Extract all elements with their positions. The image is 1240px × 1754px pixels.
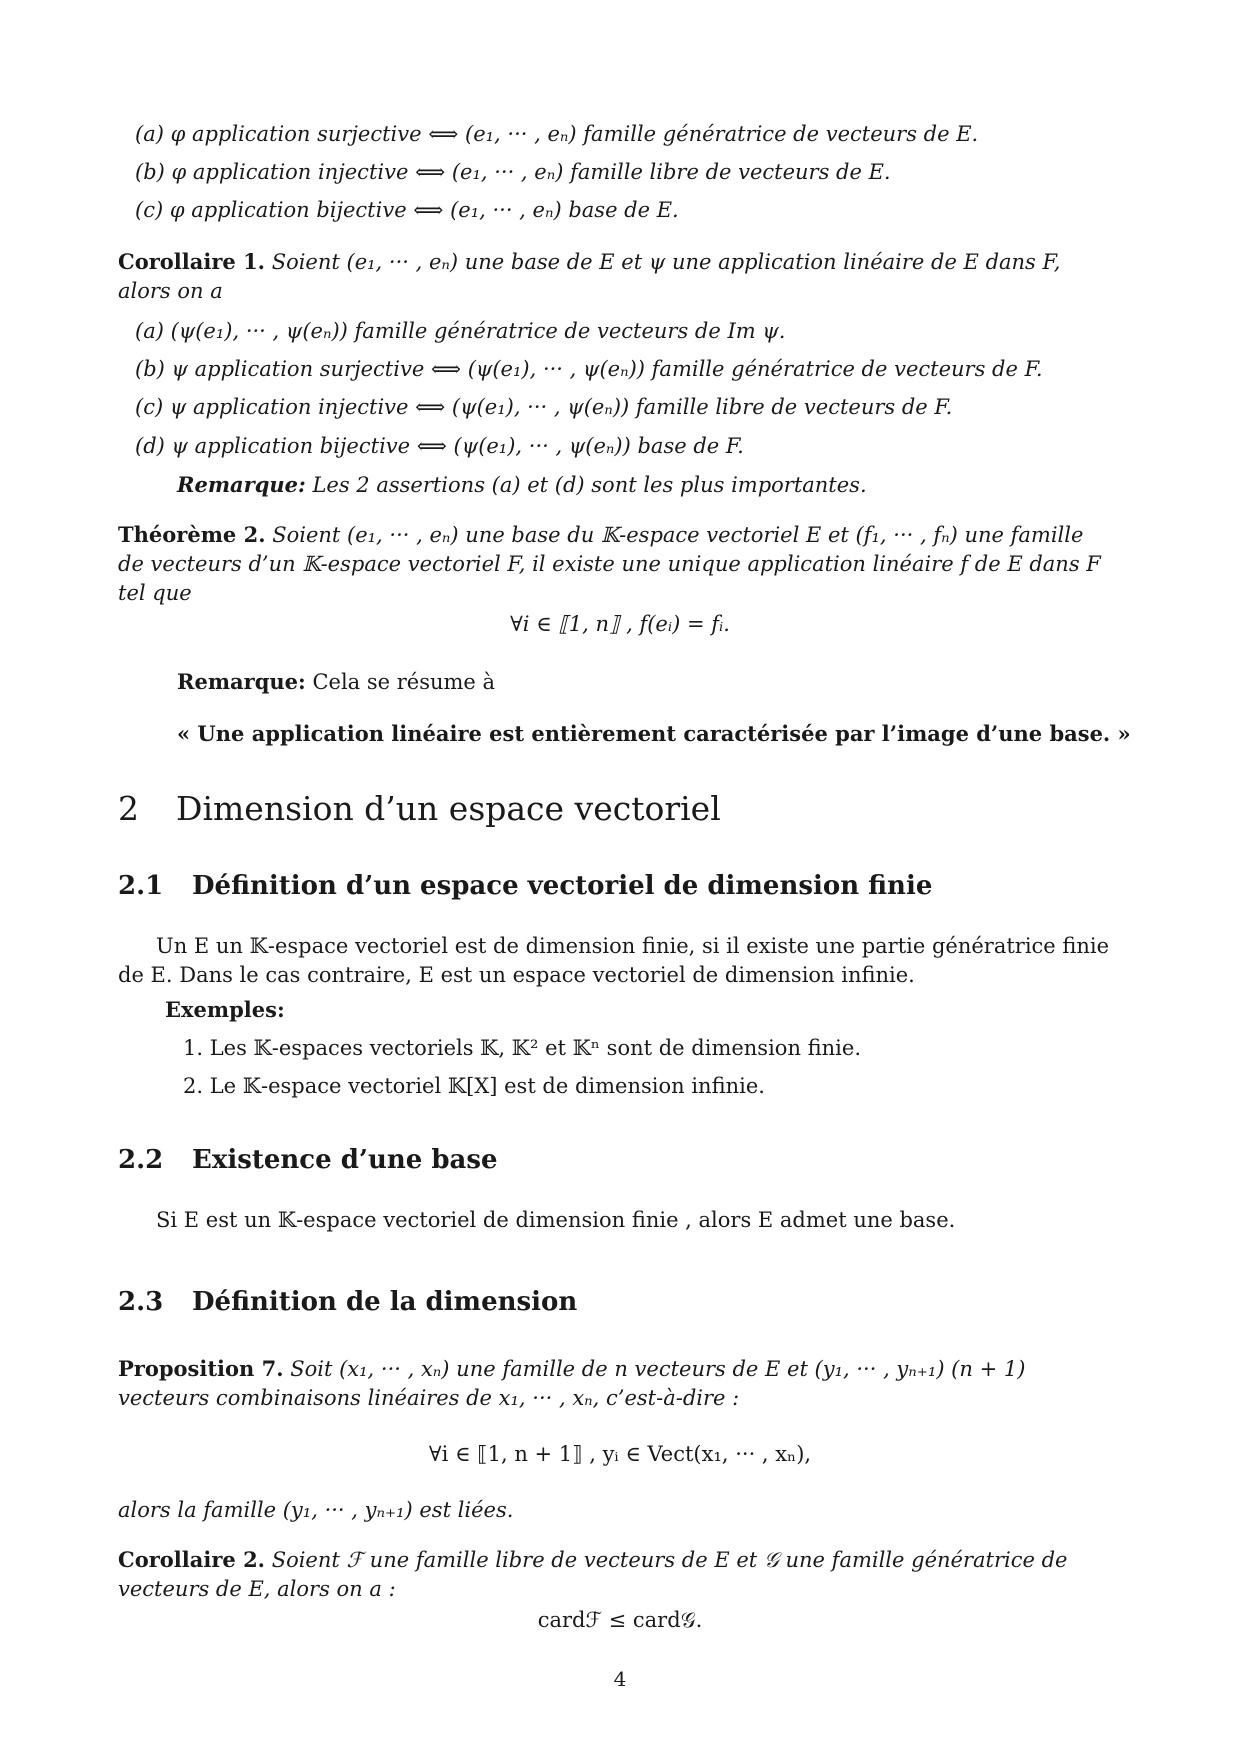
corollary-1-remark: Remarque: Les 2 assertions (a) et (d) sont les plus importantes. [177,472,867,497]
list-item: (c) ψ application injective ⟺ (ψ(e₁), ··· , ψ(eₙ)) famille libre de vecteurs de F. [135,395,953,419]
list-item: 1. Les 𝕂-espaces vectoriels 𝕂, 𝕂² et 𝕂ⁿ sont de dimension finie. [183,1036,861,1060]
corollary-2-line-2: vecteurs de E, alors on a : [118,1577,396,1601]
subsection-heading [118,869,932,903]
proposition-7-label: Proposition 7. [118,1356,284,1381]
corollary-1-line-1: Corollaire 1. Soient (e₁, ··· , eₙ) une base de E et ψ une application linéaire de E dans F, [118,249,1061,274]
remark-label: Remarque: [177,472,306,497]
theorem-2-line-2: de vecteurs d’un 𝕂-espace vectoriel F, il existe une unique application linéaire f de E dans F [118,552,1101,576]
subsection-number: 2.2 [118,1145,164,1175]
paragraph-line: Si E est un 𝕂-espace vectoriel de dimension finie , alors E admet une base. [156,1208,956,1232]
section-heading [118,789,721,829]
list-item: (c) φ application bijective ⟺ (e₁, ··· , eₙ) base de E. [135,198,679,222]
theorem-2-formula: ∀i ∈ ⟦1, n⟧ , f(eᵢ) = fᵢ. [510,612,730,636]
subsection-number: 2.1 [118,871,164,901]
corollary-2-formula: cardℱ ≤ card𝒢. [537,1608,703,1632]
subsection-title: Définition d’un espace vectoriel de dimension finie [192,871,933,901]
subsection-title: Existence d’une base [192,1145,498,1175]
proposition-7-formula: ∀i ∈ ⟦1, n + 1⟧ , yᵢ ∈ Vect(x₁, ··· , xₙ), [428,1442,812,1466]
theorem-2-remark: Remarque: Cela se résume à [177,669,496,694]
section-title: Dimension d’un espace vectoriel [176,789,721,828]
section-number: 2 [118,789,139,828]
list-item: (b) φ application injective ⟺ (e₁, ··· , eₙ) famille libre de vecteurs de E. [135,160,891,184]
theorem-2-line-3: tel que [118,581,192,605]
list-item: (a) φ application surjective ⟺ (e₁, ··· , eₙ) famille génératrice de vecteurs de E. [135,122,979,146]
page-number: 4 [613,1667,627,1691]
subsection-heading [118,1285,577,1319]
subsection-heading [118,1143,498,1177]
theorem-2-label: Théorème 2. [118,522,266,547]
theorem-2-quote: « Une application linéaire est entièrement caractérisée par l’image d’une base. » [177,721,1131,746]
subsection-number: 2.3 [118,1287,164,1317]
proposition-7-line-2: vecteurs combinaisons linéaires de x₁, ··· , xₙ, c’est-à-dire : [118,1386,740,1410]
remark-label: Remarque: [177,669,306,694]
proposition-7-line-3: alors la famille (y₁, ··· , yₙ₊₁) est liées. [118,1498,514,1522]
list-item: 2. Le 𝕂-espace vectoriel 𝕂[X] est de dimension infinie. [183,1074,765,1098]
proposition-7-line-1: Proposition 7. Soit (x₁, ··· , xₙ) une famille de n vecteurs de E et (y₁, ··· , yₙ₊₁) (n + 1) [118,1356,1026,1381]
corollary-2-label: Corollaire 2. [118,1547,265,1572]
paragraph-line: de E. Dans le cas contraire, E est un espace vectoriel de dimension infinie. [118,963,915,987]
paragraph-line: Un E un 𝕂-espace vectoriel est de dimension finie, si il existe une partie génératrice finie [156,934,1110,958]
list-item: (b) ψ application surjective ⟺ (ψ(e₁), ··· , ψ(eₙ)) famille génératrice de vecteurs de F. [135,357,1043,381]
corollary-2-line-1: Corollaire 2. Soient ℱ une famille libre de vecteurs de E et 𝒢 une famille génératrice de [118,1547,1068,1572]
list-item: (d) ψ application bijective ⟺ (ψ(e₁), ··· , ψ(eₙ)) base de F. [135,434,744,458]
theorem-2-line-1: Théorème 2. Soient (e₁, ··· , eₙ) une base du 𝕂-espace vectoriel E et (f₁, ··· , fₙ) une famille [118,522,1084,547]
list-item: (a) (ψ(e₁), ··· , ψ(eₙ)) famille génératrice de vecteurs de Im ψ. [135,319,786,343]
examples-label: Exemples: [165,997,285,1022]
corollary-1-line-2: alors on a [118,279,223,303]
corollary-1-label: Corollaire 1. [118,249,265,274]
subsection-title: Définition de la dimension [192,1287,578,1317]
